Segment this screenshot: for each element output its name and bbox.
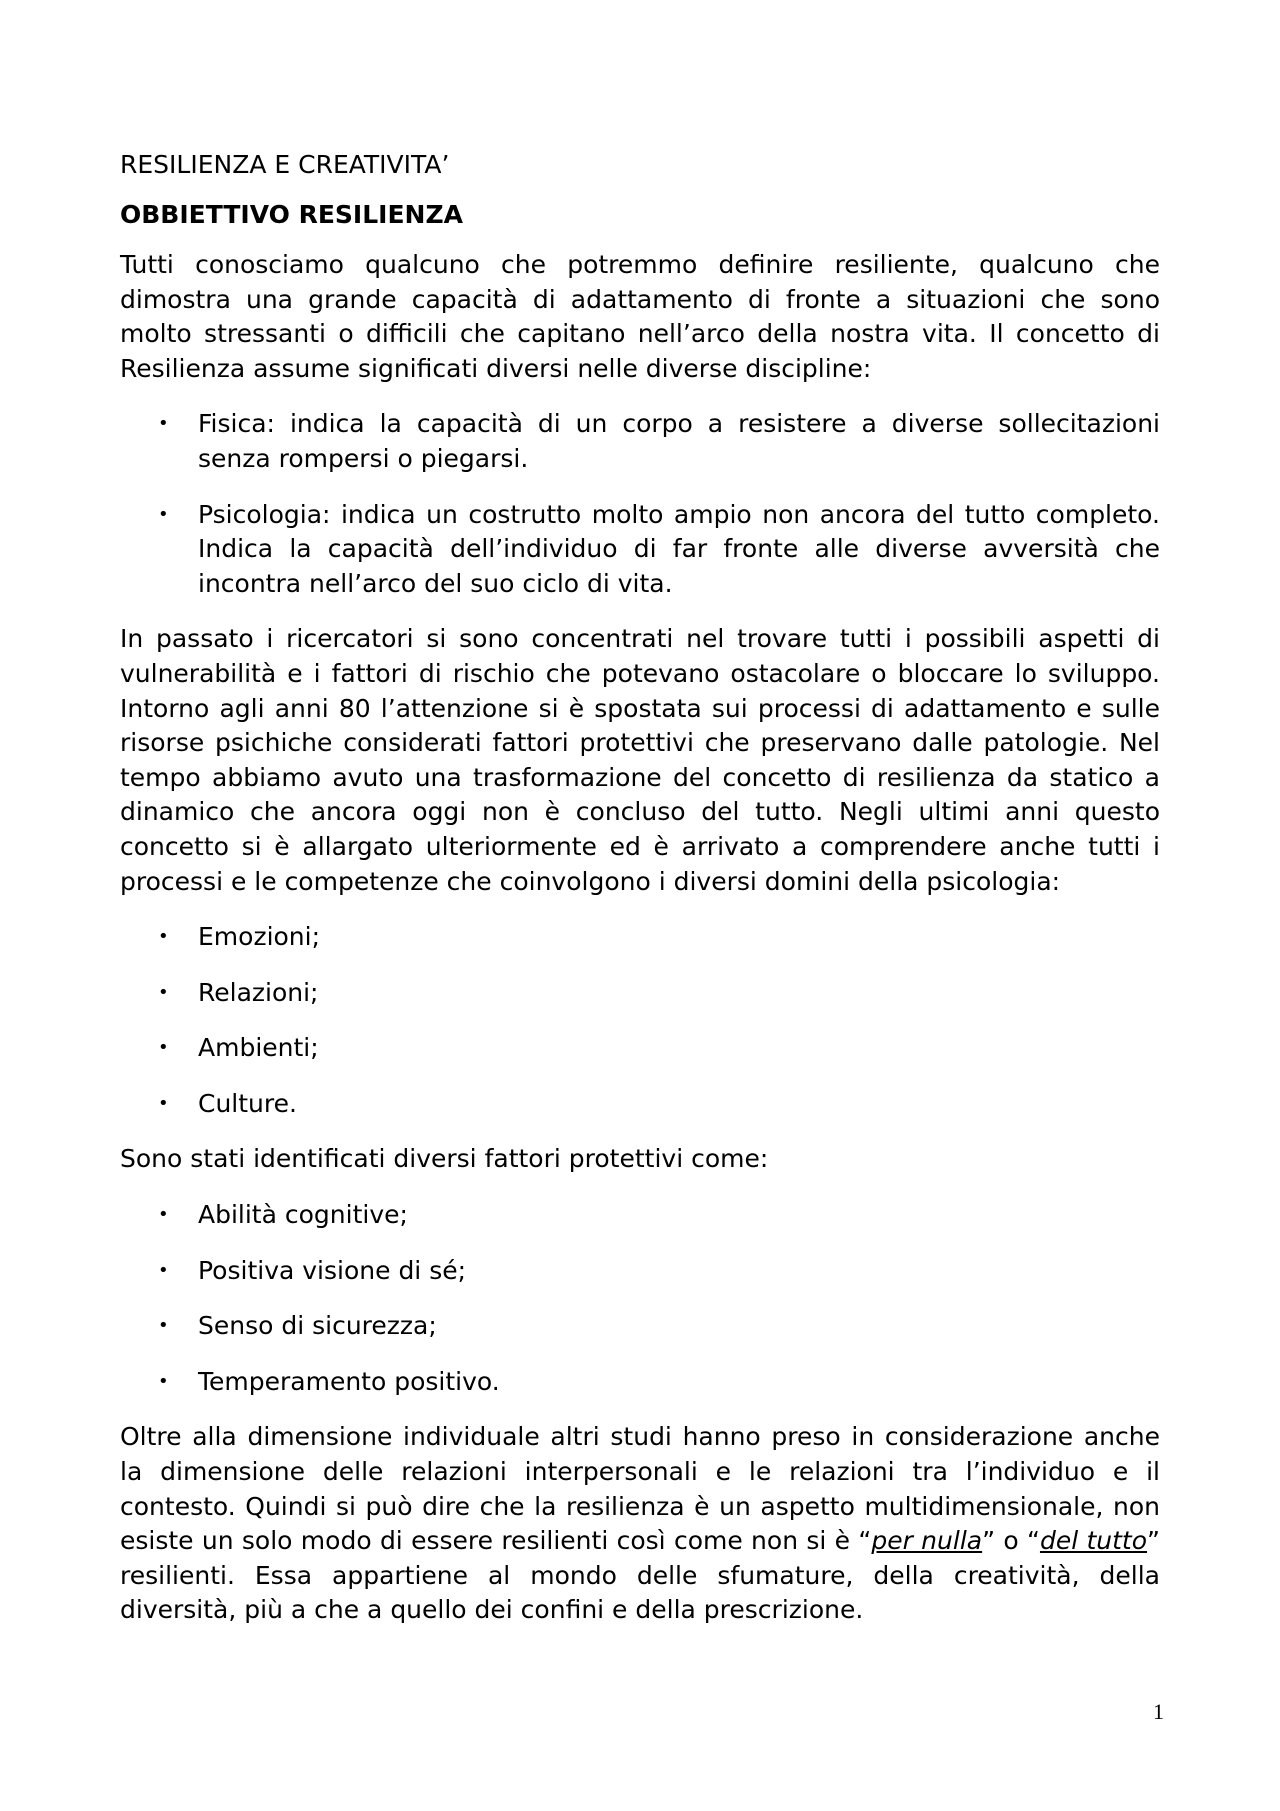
list-item-text: Fisica: indica la capacità di un corpo a resistere a diverse sollecitazioni senza rompersi o piegarsi. (198, 409, 1160, 473)
intro-paragraph: Tutti conosciamo qualcuno che potremmo definire resiliente, qualcuno che dimostra una grande capacità di adattamento di fronte a situazioni che sono molto stressanti o difficili che capitano nell’arco della nostra vita. Il concetto di Resilienza assume significati diversi nelle diverse discipline: (120, 250, 1160, 383)
list-item (120, 920, 1160, 955)
list-item-text: Positiva visione di sé; (198, 1255, 467, 1285)
closing-paragraph (120, 1420, 1160, 1628)
section-heading: OBBIETTIVO RESILIENZA (120, 200, 463, 229)
emphasis-del-tutto: del tutto (1039, 1526, 1148, 1556)
list-item-text: Ambienti; (198, 1033, 319, 1063)
bullet-icon: • (158, 413, 169, 435)
list-item (120, 498, 1160, 602)
closing-text-part1: Oltre alla dimensione individuale altri studi hanno preso in considerazione anche la dimensione delle relazioni interpersonali e le relazioni tra l’individuo e il contesto. Quindi si può dire che la resilienza è un aspetto multidimensionale, non esiste un solo modo di essere resilienti così come non si è “ (120, 1422, 1160, 1556)
list-item (120, 1031, 1160, 1066)
emphasis-per-nulla: per nulla (871, 1526, 983, 1556)
list-item (120, 1198, 1160, 1233)
history-paragraph: In passato i ricercatori si sono concentrati nel trovare tutti i possibili aspetti di vulnerabilità e i fattori di rischio che potevano ostacolare o bloccare lo sviluppo. Intorno agli anni 80 l’attenzione si è spostata sui processi di adattamento e sulle risorse psichiche considerati fattori protettivi che preservano dalle patologie. Nel tempo abbiamo avuto una trasformazione del concetto di resilienza da statico a dinamico che ancora oggi non è concluso del tutto. Negli ultimi anni questo concetto si è allargato ulteriormente ed è arrivato a comprendere anche tutti i processi e le competenze che coinvolgono i diversi domini della psicologia: (120, 624, 1160, 896)
list-item-text: Relazioni; (198, 977, 319, 1007)
list-item (120, 1309, 1160, 1344)
bullet-icon: • (158, 1259, 169, 1281)
disciplines-list (120, 407, 1160, 601)
bullet-icon: • (158, 1315, 169, 1337)
bullet-icon: • (158, 503, 169, 525)
list-item (120, 407, 1160, 476)
list-item (120, 1254, 1160, 1289)
list-item-text: Psicologia: indica un costrutto molto ampio non ancora del tutto completo. Indica la capacità dell’individuo di far fronte alle diverse avversità che incontra nell’arco del suo ciclo di vita. (198, 499, 1160, 598)
list-item-text: Emozioni; (198, 922, 321, 952)
factors-list (120, 1198, 1160, 1399)
list-item-text: Temperamento positivo. (198, 1366, 500, 1396)
bullet-icon: • (158, 1370, 169, 1392)
list-item-text: Abilità cognitive; (198, 1200, 408, 1230)
closing-text-part3: ” resilienti. Essa appartiene al mondo delle sfumature, della creatività, della diversità, più a che a quello dei confini e della prescrizione. (120, 1526, 1160, 1625)
bullet-icon: • (158, 1092, 169, 1114)
closing-text-part2: ” o “ (982, 1526, 1040, 1556)
bullet-icon: • (158, 1037, 169, 1059)
bullet-icon: • (158, 981, 169, 1003)
list-item (120, 1365, 1160, 1400)
list-item (120, 1087, 1160, 1122)
document-title: RESILIENZA E CREATIVITA’ (120, 150, 450, 179)
page-number: 1 (1153, 1699, 1164, 1724)
list-item-text: Senso di sicurezza; (198, 1311, 437, 1341)
list-item (120, 976, 1160, 1011)
document-page (120, 148, 1160, 1649)
bullet-icon: • (158, 1204, 169, 1226)
bullet-icon: • (158, 926, 169, 948)
domains-list (120, 920, 1160, 1121)
factors-intro: Sono stati identificati diversi fattori protettivi come: (120, 1144, 769, 1174)
list-item-text: Culture. (198, 1088, 297, 1118)
